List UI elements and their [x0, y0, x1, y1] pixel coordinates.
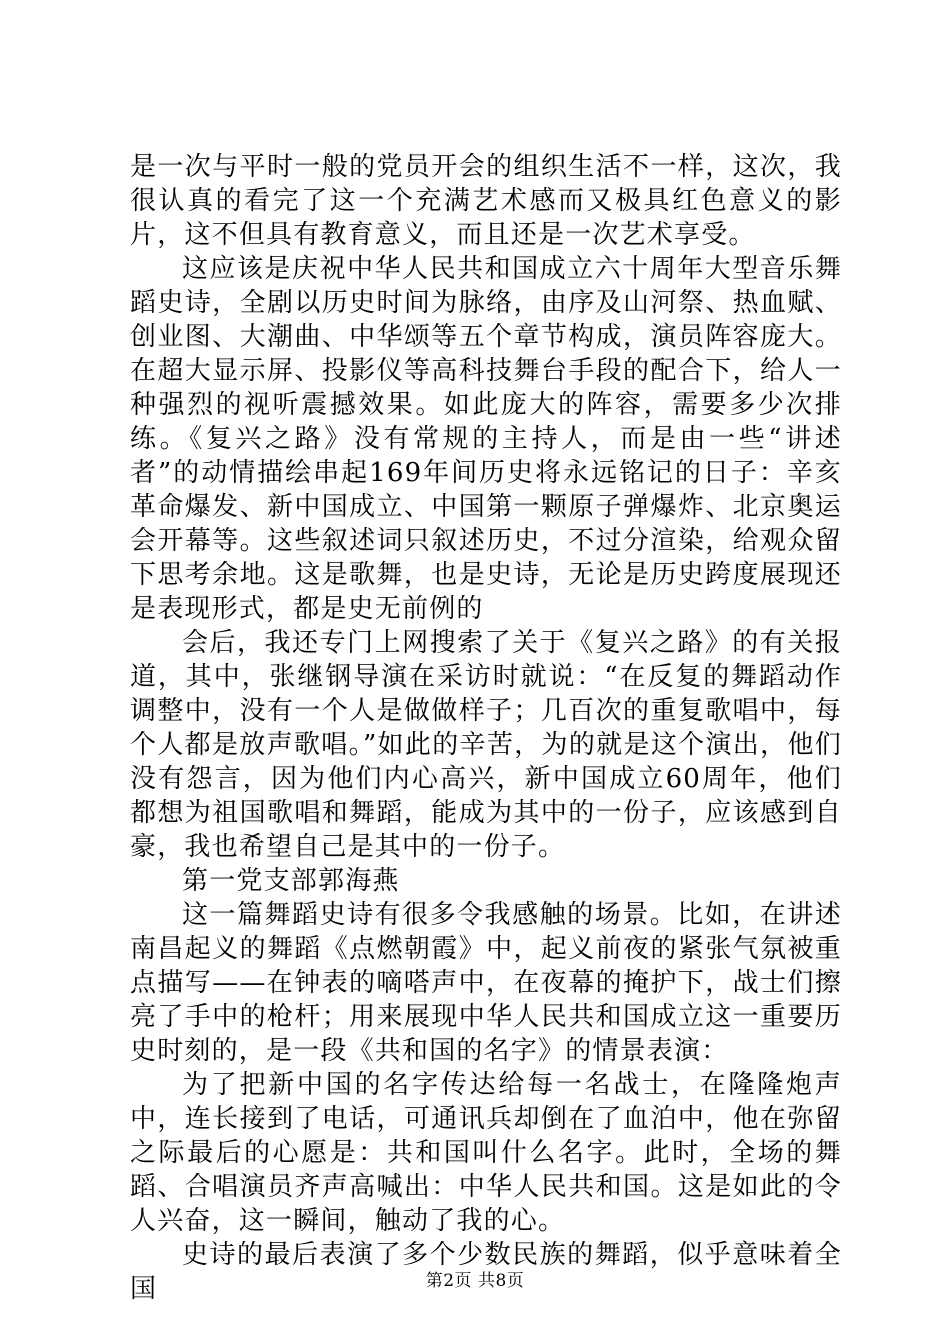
- author-line: 第一党支部郭海燕: [182, 866, 400, 896]
- paragraph: 这一篇舞蹈史诗有很多令我感触的场景。比如，在讲述南昌起义的舞蹈《点燃朝霞》中，起义前夜的紧张气氛被重点描写——在钟表的嘀嗒声中，在夜幕的掩护下，战士们擦亮了手中的枪杆；用来展现中华人民共和国成立这一重要历史时刻的，是一段《共和国的名字》的情景表演：: [130, 900, 842, 1066]
- paragraph: 为了把新中国的名字传达给每一名战士，在隆隆炮声中，连长接到了电话，可通讯兵却倒在了血泊中，他在弥留之际最后的心愿是：共和国叫什么名字。此时，全场的舞蹈、合唱演员齐声高喊出：中华人民共和国。这是如此的令人兴奋，这一瞬间，触动了我的心。: [130, 1070, 842, 1236]
- page-number-footer: 第2页 共8页: [425, 1271, 525, 1291]
- paragraph: 这应该是庆祝中华人民共和国成立六十周年大型音乐舞蹈史诗，全剧以历史时间为脉络，由序及山河祭、热血赋、创业图、大潮曲、中华颂等五个章节构成，演员阵容庞大。在超大显示屏、投影仪等高科技舞台手段的配合下，给人一种强烈的视听震撼效果。如此庞大的阵容，需要多少次排练。《复兴之路》没有常规的主持人，而是由一些“讲述者”的动情描绘串起169年间历史将永远铭记的日子：辛亥革命爆发、新中国成立、中国第一颗原子弹爆炸、北京奥运会开幕等。这些叙述词只叙述历史，不过分渲染，给观众留下思考余地。这是歌舞，也是史诗，无论是历史跨度展现还是表现形式，都是史无前例的: [130, 254, 842, 624]
- paragraph: 史诗的最后表演了多个少数民族的舞蹈，似乎意味着全国: [130, 1240, 842, 1304]
- paragraph: 是一次与平时一般的党员开会的组织生活不一样，这次，我很认真的看完了这一个充满艺术感而又极具红色意义的影片，这不但具有教育意义，而且还是一次艺术享受。: [130, 152, 842, 250]
- document-body: [130, 150, 842, 1306]
- paragraph: 会后，我还专门上网搜索了关于《复兴之路》的有关报道，其中，张继钢导演在采访时就说：“在反复的舞蹈动作调整中，没有一个人是做做样子；几百次的重复歌唱中，每个人都是放声歌唱。”如此的辛苦，为的就是这个演出，他们没有怨言，因为他们内心高兴，新中国成立60周年，他们都想为祖国歌唱和舞蹈，能成为其中的一份子，应该感到自豪，我也希望自己是其中的一份子。: [130, 628, 842, 862]
